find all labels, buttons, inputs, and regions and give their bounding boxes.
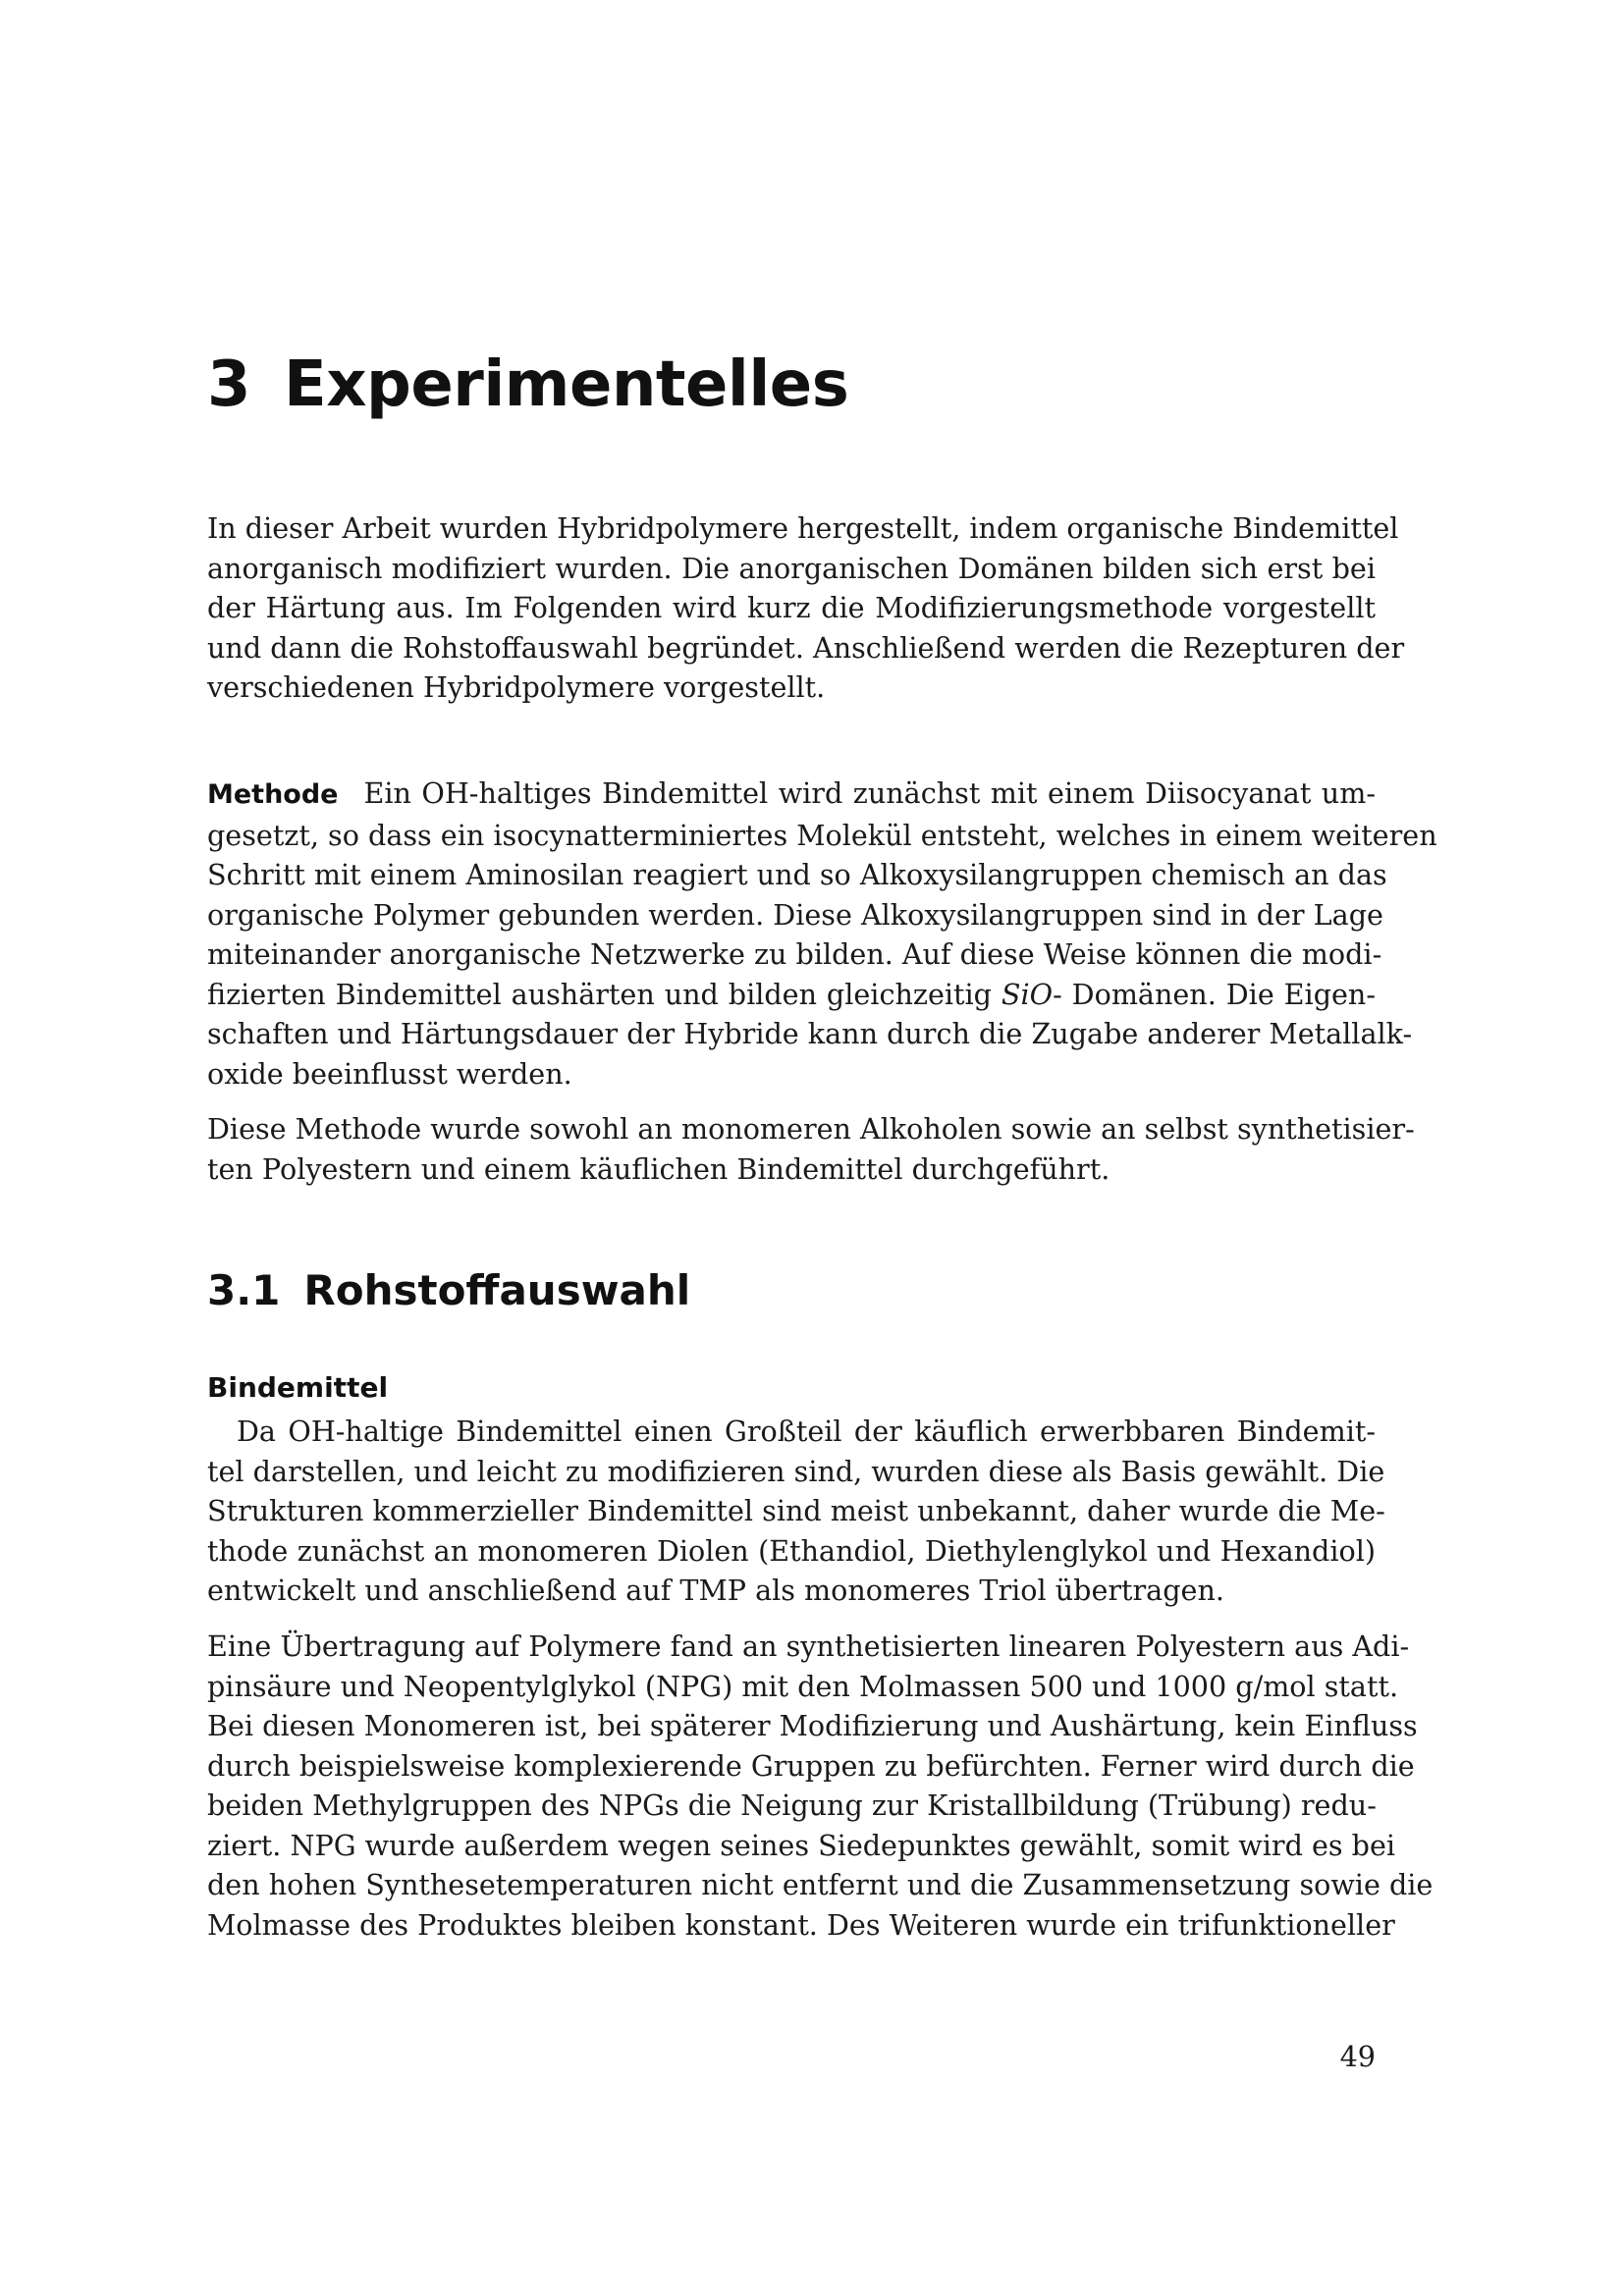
subsection-heading: Bindemittel	[207, 1371, 389, 1404]
text-line: Bei diesen Monomeren ist, bei späterer Modifizierung und Aushärtung, kein Einfluss	[207, 1709, 1418, 1742]
text-line: Schritt mit einem Aminosilan reagiert und so Alkoxysilangruppen chemisch an das	[207, 858, 1387, 891]
text-line: gesetzt, so dass ein isocynatterminiertes Molekül entsteht, welches in einem weiteren	[207, 818, 1437, 852]
text-line: schaften und Härtungsdauer der Hybride kann durch die Zugabe anderer Metallalk-	[207, 1017, 1413, 1050]
text-line: Molmasse des Produktes bleiben konstant. Des Weiteren wurde ein trifunktioneller	[207, 1907, 1395, 1942]
text-line: In dieser Arbeit wurden Hybridpolymere hergestellt, indem organische Bindemittel	[207, 511, 1399, 545]
chapter-heading	[207, 348, 849, 421]
text-line: Da OH-haltige Bindemittel einen Großteil der käuflich erwerbbaren Bindemit-	[237, 1415, 1376, 1448]
methode-paragraph	[207, 774, 1437, 1094]
text-line: organische Polymer gebunden werden. Diese Alkoxysilangruppen sind in der Lage	[207, 897, 1383, 932]
text-line: anorganisch modifiziert wurden. Die anorganischen Domänen bilden sich erst bei	[207, 551, 1376, 585]
line-segment: fizierten Bindemittel aushärten und bilden gleichzeitig	[207, 977, 1001, 1011]
text-line: ziert. NPG wurde außerdem wegen seines Siedepunktes gewählt, somit wird es bei	[207, 1828, 1396, 1862]
text-line: oxide beeinflusst werden.	[207, 1056, 572, 1091]
text-line: Eine Übertragung auf Polymere fand an synthetisierten linearen Polyestern aus Adi-	[207, 1629, 1410, 1663]
chapter-number: 3	[207, 348, 251, 421]
chapter-title: Experimentelles	[284, 348, 849, 421]
methode-runin-heading: Methode	[207, 779, 339, 810]
methode-first-line: Ein OH-haltiges Bindemittel wird zunächst mit einem Diisocyanat um-	[363, 776, 1376, 810]
text-line: Diese Methode wurde sowohl an monomeren Alkoholen sowie an selbst synthetisier-	[207, 1112, 1415, 1146]
intro-paragraph	[207, 508, 1405, 708]
text-line: miteinander anorganische Netzwerke zu bilden. Auf diese Weise können die modi-	[207, 937, 1382, 971]
section-title: Rohstoffauswahl	[303, 1266, 691, 1314]
bindemittel-paragraph-1	[207, 1412, 1385, 1611]
math-sio: SiO	[1001, 977, 1054, 1011]
section-number: 3.1	[207, 1266, 281, 1314]
methode-paragraph-2	[207, 1109, 1415, 1189]
line-segment: - Domänen. Die Eigen-	[1053, 977, 1376, 1011]
text-line: entwickelt und anschließend auf TMP als monomeres Triol übertragen.	[207, 1574, 1224, 1607]
text-line: den hohen Synthesetemperaturen nicht entfernt und die Zusammensetzung sowie die	[207, 1868, 1434, 1901]
text-line	[207, 975, 1376, 1015]
text-line: thode zunächst an monomeren Diolen (Ethandiol, Diethylenglykol und Hexandiol)	[207, 1533, 1376, 1568]
text-line: tel darstellen, und leicht zu modifizieren sind, wurden diese als Basis gewählt. Die	[207, 1454, 1385, 1488]
text-line: und dann die Rohstoffauswahl begründet. Anschließend werden die Rezepturen der	[207, 630, 1405, 665]
page-number: 49	[1339, 2040, 1376, 2073]
text-line: Strukturen kommerzieller Bindemittel sind meist unbekannt, daher wurde die Me-	[207, 1494, 1385, 1527]
text-line: pinsäure und Neopentylglykol (NPG) mit den Molmassen 500 und 1000 g/mol statt.	[207, 1669, 1399, 1703]
bindemittel-paragraph-2	[207, 1627, 1434, 1945]
text-line: ten Polyestern und einem käuflichen Bindemittel durchgeführt.	[207, 1151, 1110, 1186]
text-line: durch beispielsweise komplexierende Gruppen zu befürchten. Ferner wird durch die	[207, 1748, 1415, 1783]
text-line: der Härtung aus. Im Folgenden wird kurz die Modifizierungsmethode vorgestellt	[207, 591, 1376, 624]
text-line	[207, 774, 1376, 816]
section-heading	[207, 1266, 690, 1314]
text-line: beiden Methylgruppen des NPGs die Neigung zur Kristallbildung (Trübung) redu-	[207, 1789, 1377, 1822]
text-line: verschiedenen Hybridpolymere vorgestellt.	[207, 670, 826, 704]
